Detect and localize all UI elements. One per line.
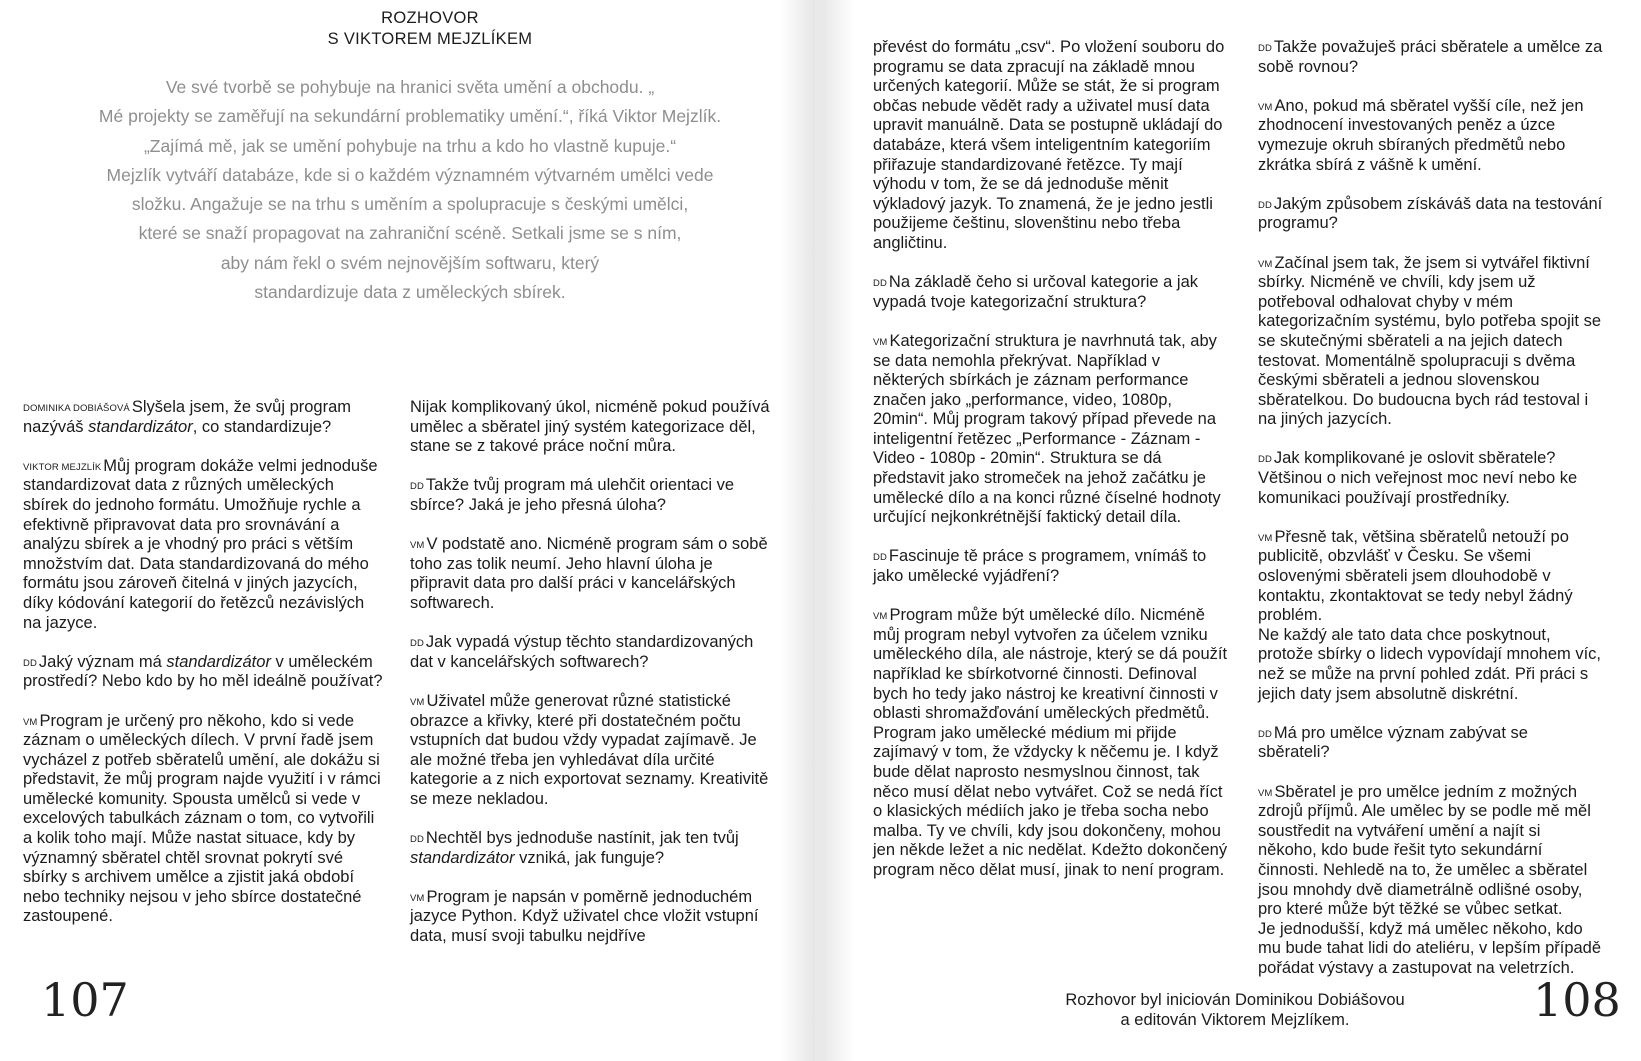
speaker-label: DD [1258, 43, 1272, 54]
speaker-label: VM [1258, 787, 1273, 799]
credit-line-1: Rozhovor byl iniciován Dominikou Dobiášovou [1065, 991, 1405, 1009]
intro-line: které se snaží propagovat na zahraniční scéně. Setkali jsme se s ním, [138, 223, 682, 244]
intro-line: složku. Angažuje se na trhu s uměním a spolupracuje s českými umělci, [131, 194, 689, 215]
speaker-label: DD [1258, 199, 1272, 211]
left-page [0, 0, 815, 1061]
speaker-label: DD [873, 552, 887, 564]
answer: $^{VM}$ Sběratel je pro umělce jedním z možných zdrojů příjmů. Ale umělec by se podle mě měl soustředit na vytváření umění a najít si někoho, kdo bude řešit tyto sekundární činnosti. Nehledě na to, že umělec a sběratel jsou mnohdy dvě diametrálně odlišné osoby, pro které může být těžké se vůbec setkat. [1258, 782, 1591, 919]
question: $^{DD}$ Jak komplikované je oslovit sběratele? Většinou o nich veřejnost moc neví nebo ke komunikaci používají prostředníky. [1258, 449, 1578, 507]
question: $^{DD}$ Má pro umělce význam zabývat se sběrateli? [1258, 723, 1528, 762]
page-number-left: 107 [41, 973, 129, 1027]
intro-line: Ve své tvorbě se pohybuje na hranici světa umění a obchodu. „ [165, 77, 655, 97]
speaker-label: VM [23, 716, 38, 728]
question: $^{DOMINIKA DOBIÁŠOVÁ}$ Slyšela jsem, že svůj program nazýváš standardizátor, co standardizuje? [23, 398, 352, 436]
question: $^{DD}$ Jaký význam má standardizátor v uměleckém prostředí? Nebo kdo by ho měl ideálně používat? [23, 652, 383, 691]
article-title [260, 8, 600, 50]
speaker-label: VM [873, 611, 888, 623]
intro-line: Mé projekty se zaměřují na sekundární problematiky umění.“, říká Viktor Mejzlík. [98, 106, 722, 127]
gutter-shadow-left [780, 0, 815, 1061]
speaker-label: VM [1258, 101, 1273, 113]
speaker-label: VM [410, 540, 425, 552]
answer: $^{VM}$ Kategorizační struktura je navrhnutá tak, aby se data nemohla překrývat. Například v některých sbírkách je záznam performance značen jako „performance, video, 1080p, 20min“. Můj program takový případ převede na inteligentní řetězec „Performance - Záznam - Video - 1080p - 20min“. Struktura se dá představit jako stromeček na jehož začátku je umělecké dílo a na konci různé číselné hodnoty určující nejkonkrétnější faktický detail díla. [873, 331, 1221, 527]
answer-paragraph: Je jednodušší, když má umělec někoho, kdo mu bude tahat lidi do ateliéru, v lepším případě pořádat výstavy a zastupovat na veletrzích. [1258, 919, 1602, 977]
answer: $^{VM}$ Program může být umělecké dílo. Nicméně můj program nebyl vytvořen za účelem vzniku uměleckého díla, ale nástroje, který se dá použít například ke sbírkotvorné činnosti. Definoval bych ho tedy jako nástroj ke kreativní činnosti v oblasti shromažďování uměleckých předmětů. [873, 606, 1228, 723]
answer: $^{VM}$ Program je napsán v poměrně jednoduchém jazyce Python. Když uživatel chce vložit vstupní data, musí svoji tabulku nejdříve [410, 887, 759, 946]
speaker-label: DOMINIKA DOBIÁŠOVÁ [23, 403, 130, 414]
speaker-label: VM [410, 696, 425, 708]
right-column-2 [1258, 38, 1603, 979]
question: $^{DD}$ Na základě čeho si určoval kategorie a jak vypadá tvoje kategorizační struktura? [873, 273, 1199, 311]
question: $^{DD}$ Jak vypadá výstup těchto standardizovaných dat v kancelářských softwarech? [410, 633, 754, 671]
gutter-shadow-right [826, 0, 854, 1061]
speaker-label: VIKTOR MEJZLÍK [23, 461, 102, 473]
speaker-label: DD [1258, 454, 1272, 466]
speaker-label: DD [873, 278, 887, 290]
speaker-label: DD [1258, 728, 1272, 740]
question: $^{DD}$ Jakým způsobem získáváš data na testování programu? [1258, 194, 1603, 233]
speaker-label: VM [1258, 532, 1273, 544]
answer-paragraph: Ne každý ale tato data chce poskytnout, protože sbírky o lidech vypovídají mnohem víc, než se může na první pohled zdát. Při práci s jejich daty jsem absolutně diskrétní. [1258, 625, 1601, 703]
speaker-label: DD [410, 834, 424, 846]
speaker-label: VM [410, 892, 425, 904]
left-column-1 [23, 398, 383, 927]
intro-line: aby nám řekl o svém nejnovějším softwaru, který [220, 252, 600, 273]
answer: $^{VM}$ Uživatel může generovat různé statistické obrazce a křivky, které při dostatečném počtu vstupních dat budou vždy vypadat zajímavě. Je ale možné třeba jen vyhledávat díla určité kategorie a z nich exportovat seznamy. Kreativitě se meze nekladou. [410, 691, 769, 808]
intro-line: Mejzlík vytváří databáze, kde si o každém významném výtvarném umělci vede [106, 164, 714, 185]
answer-paragraph: Program jako umělecké médium mi přijde zajímavý v tom, že vždycky k něčemu je. I když bude dělat naprosto nesmyslnou činnost, tak něco musí dělat nebo vytvářet. Což se nedá říct o klasických médiích jako je třeba socha nebo malba. Ty ve chvíli, kdy jsou dokončeny, mohou jen někde ležet a nic nedělat. Kdežto dokončený program něco dělat musí, jinak to není program. [873, 723, 1228, 879]
speaker-label: DD [23, 657, 37, 669]
question: $^{DD}$ Fascinuje tě práce s programem, vnímáš to jako umělecké vyjádření? [873, 547, 1207, 586]
answer-continued: převést do formátu „csv“. Po vložení souboru do programu se data zpracují na základě mnou určených kategorií. Může se stát, že si program občas nebude vědět rady a uživatel musí data upravit manuálně. Data se postupně ukládají do databáze, která všem inteligentním kategoriím přiřazuje standardizované řetězce. Ty mají výhodu v tom, že se dá jednoduše měnit výkladový jazyk. To znamená, že je jedno jestli použijeme češtinu, slovenštinu nebo třeba angličtinu. [873, 38, 1225, 252]
speaker-label: VM [873, 336, 888, 348]
question: $^{DD}$ Takže považuješ práci sběratele a umělce za sobě rovnou? [1258, 38, 1603, 76]
question: $^{DD}$ Nechtěl bys jednoduše nastínit, jak ten tvůj standardizátor vzniká, jak funguje? [410, 829, 739, 867]
answer: $^{VM}$ Začínal jsem tak, že jsem si vytvářel fiktivní sbírky. Nicméně ve chvíli, kdy jsem už potřeboval odhalovat chyby v mém kategorizačním systému, bylo potřeba spojit se se skutečnými sběrateli a na jejich datech testovat. Momentálně spolupracuji s dvěma českými sběrateli a jednou slovenskou sběratelkou. Do budoucna bych rád testoval i na jiných jazycích. [1258, 253, 1601, 429]
question: $^{DD}$ Takže tvůj program má ulehčit orientaci ve sbírce? Jaká je jeho přesná úloha? [410, 476, 735, 514]
answer: $^{VM}$ Přesně tak, většina sběratelů netouží po publicitě, obzvlášť v Česku. Se všemi oslovenými sběrateli jsem dlouhodobě v kontaktu, zkontaktovat se tedy nebyl žádný problém. [1258, 527, 1573, 625]
answer: $^{VM}$ Ano, pokud má sběratel vyšší cíle, než jen zhodnocení investovaných peněz a úzce vymezuje okruh sbíraných předmětů nebo zkrátka sbírá z vášně k umění. [1258, 96, 1584, 174]
answer-continued: Nijak komplikovaný úkol, nicméně pokud používá umělec a sběratel jiný systém kategorizace děl, stane se z takové práce noční můra. [410, 398, 770, 456]
left-column-2 [410, 398, 770, 947]
page-number-right: 108 [1533, 973, 1621, 1027]
intro-lead [30, 73, 790, 307]
speaker-label: VM [1258, 258, 1273, 270]
answer: $^{VIKTOR MEJZLÍK}$ Můj program dokáže velmi jednoduše standardizovat data z různých uměleckých sbírek do jednoho formátu. Umožňuje rychle a efektivně připravovat data pro srovnávání a analýzu sbírek a je vhodný pro práci s větším množstvím dat. Data standardizovaná do mého formátu jsou zároveň čitelná v jiných jazycích, díky kódování kategorií do řetězců nezávislých na jazyce. [23, 456, 378, 632]
speaker-label: DD [410, 638, 424, 650]
editorial-credit [1040, 990, 1430, 1030]
credit-line-2: a editován Viktorem Mejzlíkem. [1120, 1011, 1350, 1029]
title-line-2: S VIKTOREM MEJZLÍKEM [327, 30, 533, 48]
speaker-label: DD [410, 481, 424, 493]
intro-line: „Zajímá mě, jak se umění pohybuje na trhu a kdo ho vlastně kupuje.“ [143, 135, 677, 156]
answer: $^{VM}$ Program je určený pro někoho, kdo si vede záznam o uměleckých dílech. V první řadě jsem vycházel z potřeb sběratelů umění, ale dokážu si představit, že můj program najde využití i v rámci umělecké komunity. Spousta umělců si vede v excelových tabulkách záznam o tom, co vytvořili a kolik toho mají. Může nastat situace, kdy by významný sběratel chtěl srovnat pokrytí své sbírky s archivem umělce a zjistit jaká období nebo techniky nejsou v jeho sbírce dostatečné zastoupené. [23, 711, 381, 926]
right-column-1 [873, 38, 1228, 881]
answer: $^{VM}$ V podstatě ano. Nicméně program sám o sobě toho zas tolik neumí. Jeho hlavní úloha je připravit data pro další práci v kancelářských softwarech. [410, 535, 768, 612]
title-line-1: ROZHOVOR [381, 9, 479, 27]
intro-line: standardizuje data z uměleckých sbírek. [254, 282, 566, 303]
